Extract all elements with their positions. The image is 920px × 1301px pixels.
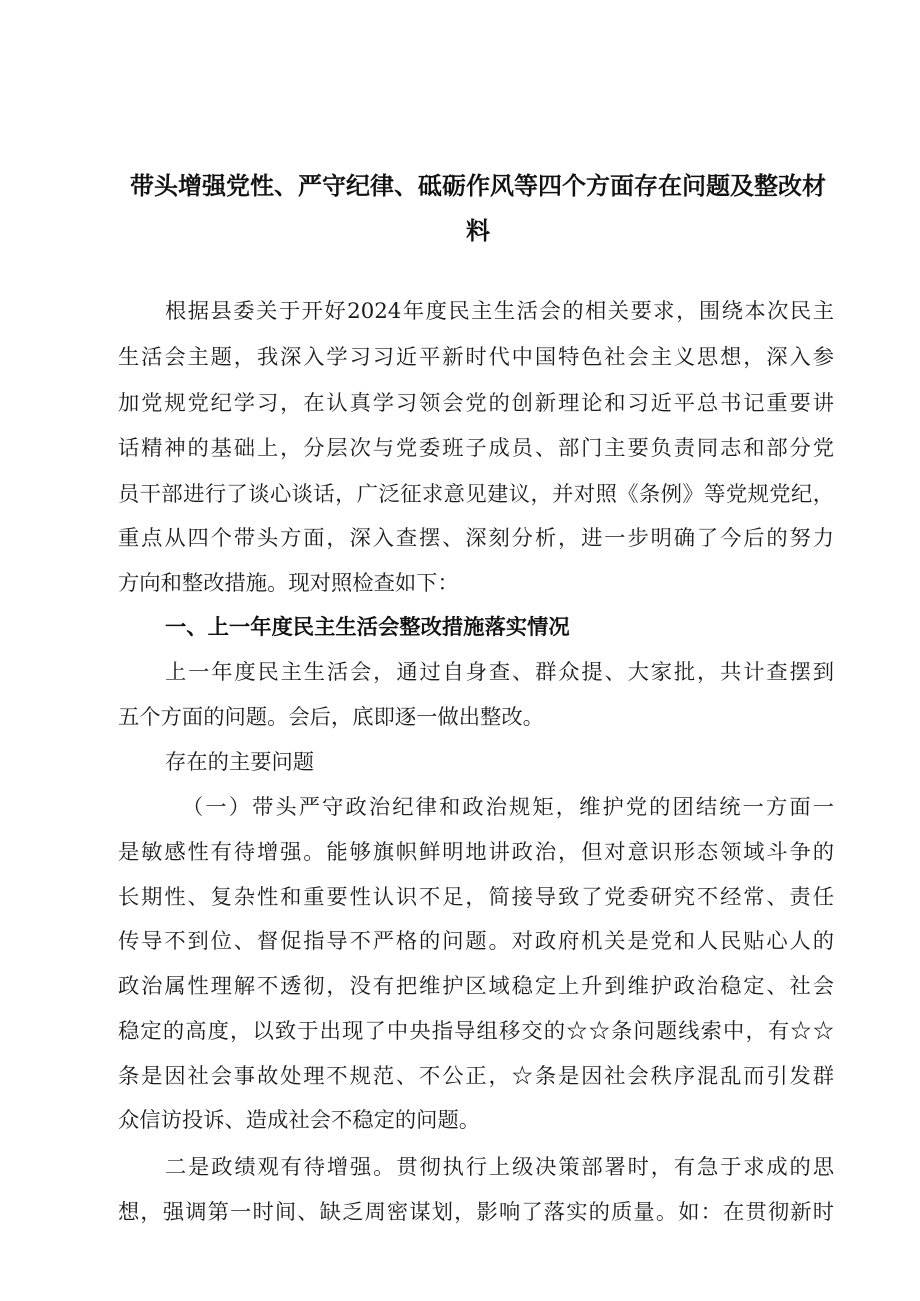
item-line: （一）带头严守政治纪律和政治规矩，维护党的团结统一方面一 bbox=[182, 795, 834, 820]
section-body-line: 五个方面的问题。会后，底即逐一做出整改。 bbox=[118, 705, 544, 730]
subheading: 存在的主要问题 bbox=[165, 750, 315, 775]
intro-line: 话精神的基础上，分层次与党委班子成员、部门主要负责同志和部分党 bbox=[118, 436, 834, 461]
item-line: 长期性、复杂性和重要性认识不足，简接导致了党委研究不经常、责任 bbox=[118, 885, 834, 910]
intro-line: 根据县委关于开好2024年度民主生活会的相关要求，围绕本次民主 bbox=[165, 299, 834, 324]
item-line: 传导不到位、督促指导不严格的问题。对政府机关是党和人民贴心人的 bbox=[118, 929, 834, 954]
section-heading: 一、上一年度民主生活会整改措施落实情况 bbox=[165, 615, 570, 640]
intro-line: 方向和整改措施。现对照检查如下： bbox=[118, 571, 459, 596]
intro-line: 生活会主题，我深入学习习近平新时代中国特色社会主义思想，深入参 bbox=[118, 345, 834, 370]
item-line: 想，强调第一时间、缺乏周密谋划，影响了落实的质量。如：在贯彻新时 bbox=[118, 1200, 834, 1225]
document-title-line-1: 带头增强党性、严守纪律、砥砺作风等四个方面存在问题及整改材 bbox=[130, 172, 826, 200]
item-line: 众信访投诉、造成社会不稳定的问题。 bbox=[118, 1108, 481, 1133]
item-line: 政治属性理解不透彻，没有把维护区域稳定上升到维护政治稳定、社会 bbox=[118, 974, 834, 999]
item-line: 条是因社会事故处理不规范、不公正，☆条是因社会秩序混乱而引发群 bbox=[118, 1064, 834, 1089]
document-title-line-2: 料 bbox=[466, 217, 490, 245]
section-body-line: 上一年度民主生活会，通过自身查、群众提、大家批，共计查摆到 bbox=[165, 660, 834, 685]
intro-line: 重点从四个带头方面，深入查摆、深刻分析，进一步明确了今后的努力 bbox=[118, 526, 834, 551]
intro-line: 加党规党纪学习，在认真学习领会党的创新理论和习近平总书记重要讲 bbox=[118, 391, 834, 416]
item-line: 是敏感性有待增强。能够旗帜鲜明地讲政治，但对意识形态领域斗争的 bbox=[118, 840, 834, 865]
intro-line: 员干部进行了谈心谈话，广泛征求意见建议，并对照《条例》等党规党纪， bbox=[118, 482, 834, 507]
item-line: 二是政绩观有待增强。贯彻执行上级决策部署时，有急于求成的思 bbox=[165, 1155, 834, 1180]
item-line: 稳定的高度，以致于出现了中央指导组移交的☆☆条问题线索中，有☆☆ bbox=[118, 1019, 834, 1044]
